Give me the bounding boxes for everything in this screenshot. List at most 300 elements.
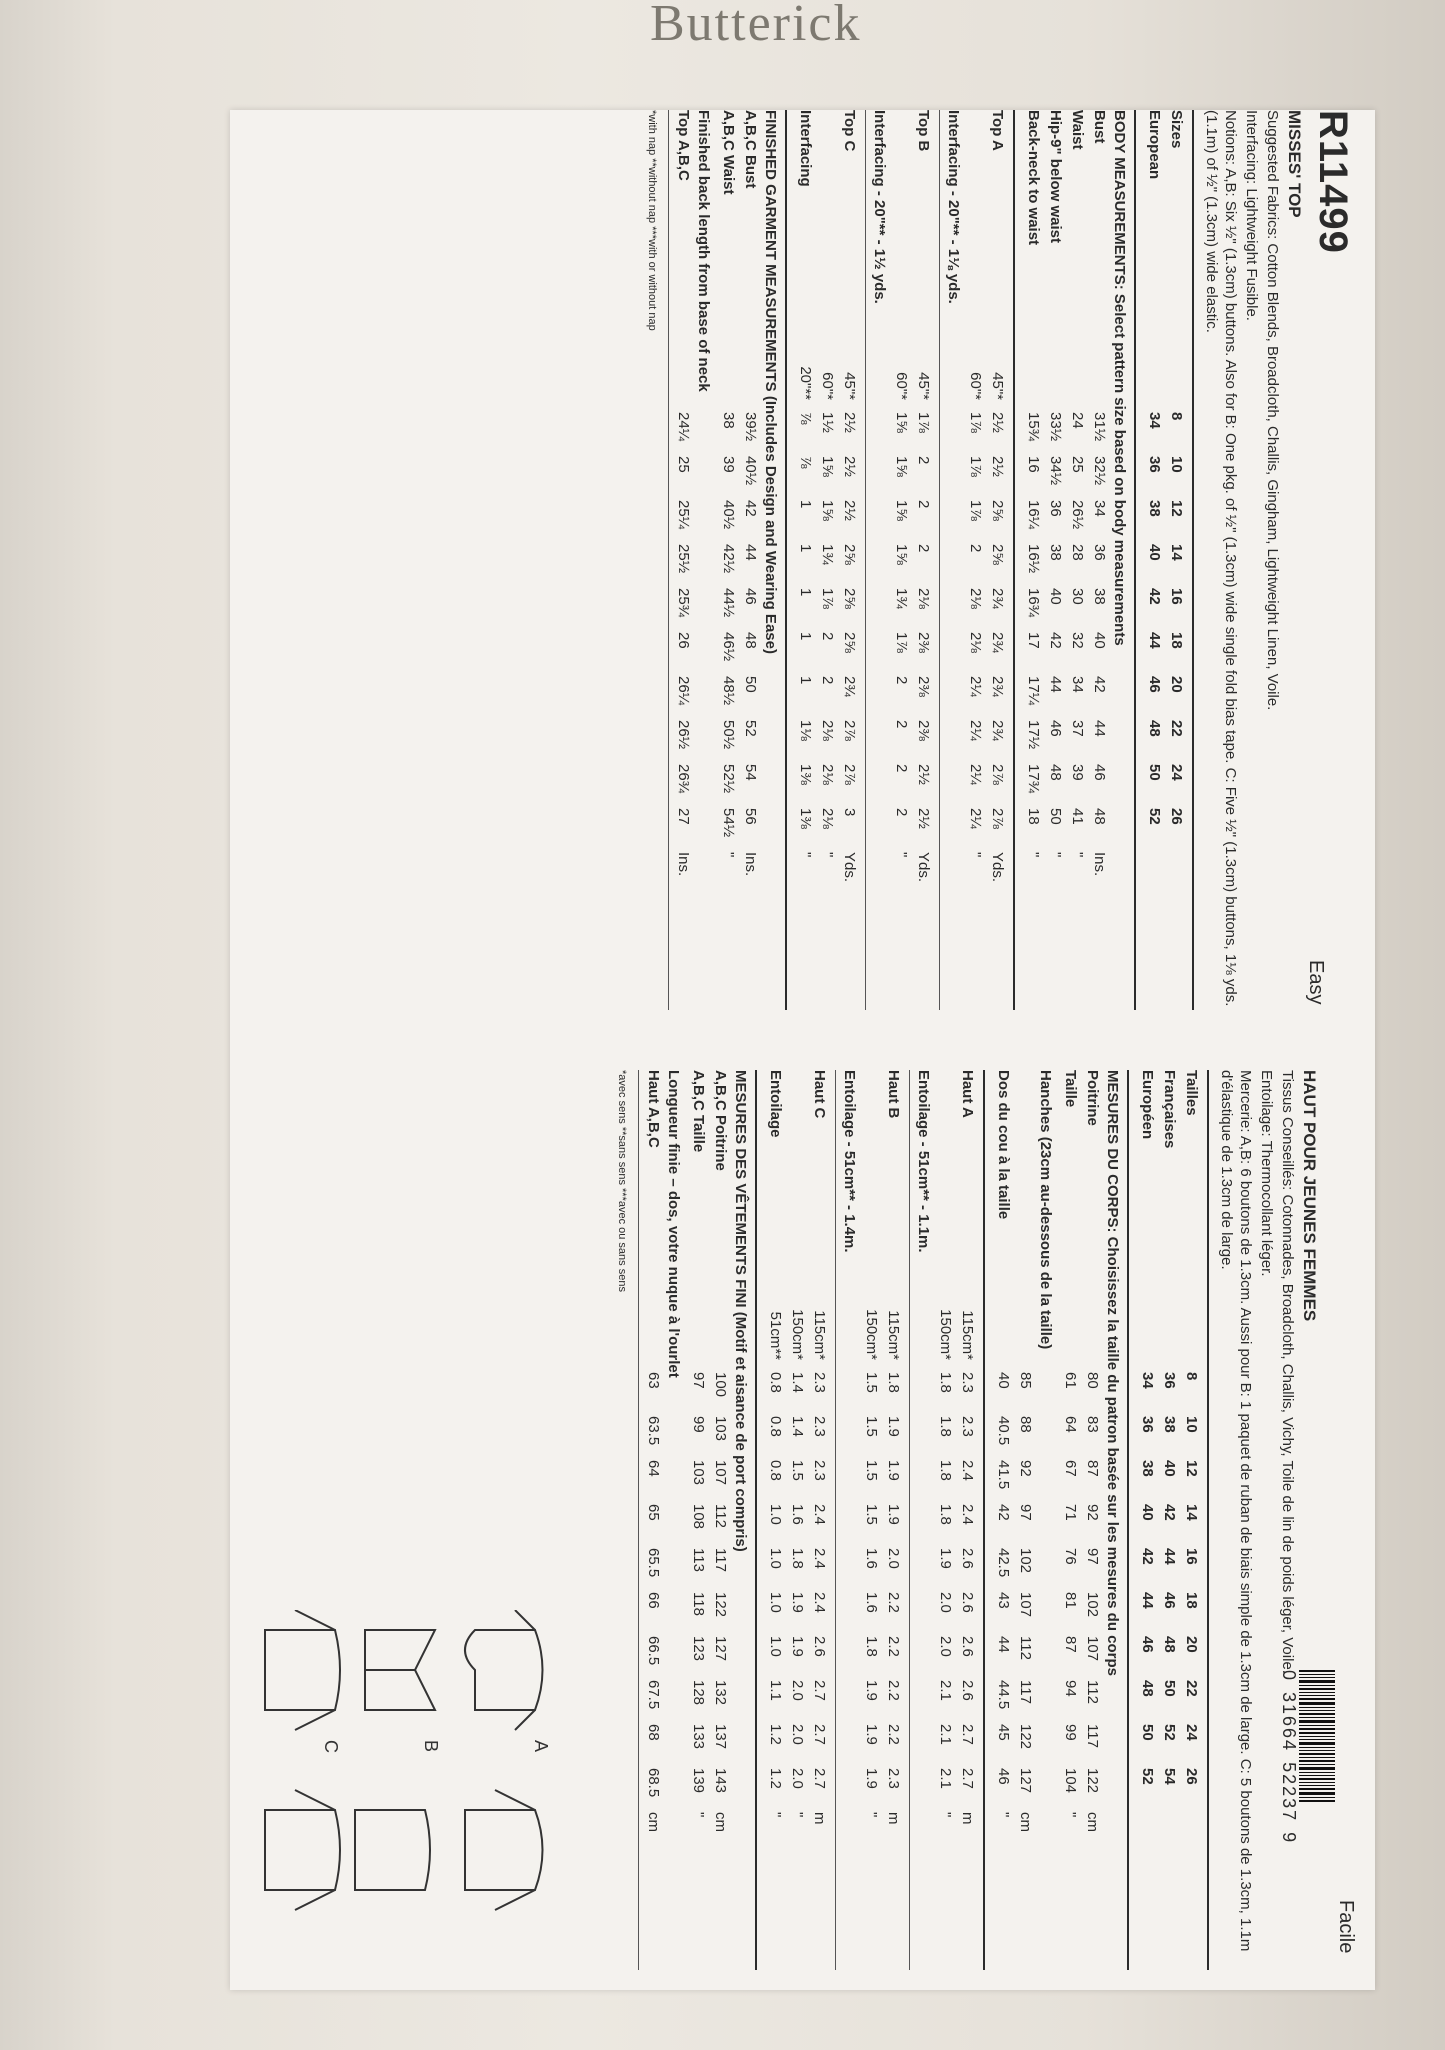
fr-haut-a-value: 2.3 <box>959 1372 977 1393</box>
fr-finished-value: 117 <box>712 1548 730 1572</box>
fr-back-length-unit: cm <box>645 1812 663 1832</box>
fr-body-value: 67 <box>1062 1460 1080 1477</box>
en-body-value: 37 <box>1069 720 1087 737</box>
barcode-bar <box>1299 1710 1335 1711</box>
en-back-length-value: 27 <box>675 808 693 825</box>
en-top-c-value: 1⅝ <box>819 500 837 521</box>
en-top-c-row <box>795 110 817 892</box>
en-top-b-unit: " <box>893 852 911 858</box>
en-top-a-width: 45"* <box>989 372 1007 400</box>
fr-haut-a-label: Haut A <box>959 1070 977 1118</box>
fr-haut-c-width: 150cm* <box>789 1309 807 1360</box>
fr-haut-a-unit: m <box>959 1812 977 1825</box>
en-finished-value: 46½ <box>720 632 738 662</box>
en-body-value: 42 <box>1091 676 1109 693</box>
fr-body-title: MESURES DU CORPS: Choisissez la taille du patron basée sur les mesures du corps <box>1104 1070 1121 1677</box>
en-top-b-value: 2 <box>893 676 911 685</box>
en-top-b-value: 2 <box>915 500 933 509</box>
fr-back-length-value: 66 <box>645 1592 663 1609</box>
fr-finished-value: 139 <box>690 1768 708 1794</box>
barcode-bar <box>1299 1797 1335 1798</box>
en-finished-value: 56 <box>742 808 760 825</box>
fr-back-length-value: 68 <box>645 1724 663 1741</box>
fr-hips-value: 112 <box>1017 1636 1035 1660</box>
en-finished-table <box>718 110 762 892</box>
en-top-c-label: Top C <box>841 110 859 152</box>
en-body-value: 16 <box>1025 456 1043 473</box>
fr-body-row <box>1060 1070 1082 1852</box>
fr-haut-c-table <box>765 1070 831 1852</box>
fr-haut-b-width: 150cm* <box>863 1309 881 1360</box>
fr-haut-a-value: 2.6 <box>959 1592 977 1613</box>
fr-finished-value: 112 <box>712 1504 730 1528</box>
barcode-bar <box>1299 1736 1335 1737</box>
fr-back-length-value: 64 <box>645 1460 663 1477</box>
en-body-value: 16¾ <box>1025 588 1043 618</box>
en-finished-value: 54 <box>742 764 760 781</box>
fr-haut-b-value: 1.5 <box>863 1416 881 1437</box>
fr-body-row <box>1082 1070 1104 1852</box>
en-top-c-value: 2⅝ <box>841 544 859 565</box>
en-back-length-title: Finished back length from base of neck <box>695 110 712 392</box>
pattern-envelope-back <box>230 110 1375 1990</box>
fr-body-value: 94 <box>1062 1680 1080 1697</box>
en-finished-width <box>740 320 762 412</box>
fr-back-length-width <box>643 1280 665 1372</box>
en-top-c-label <box>817 110 839 320</box>
en-finished-value: 52 <box>742 720 760 737</box>
fr-haut-c-value: 1.0 <box>767 1548 785 1569</box>
fr-haut-c-value: 2.4 <box>811 1504 829 1525</box>
fr-haut-c-unit: " <box>767 1812 785 1818</box>
en-finished-value: 46 <box>742 588 760 605</box>
view-a-sketch <box>465 1610 543 1730</box>
en-top-a-value: 2⅛ <box>967 632 985 653</box>
level-facile: Facile <box>1335 1900 1357 1954</box>
fr-finished-value: 103 <box>690 1460 708 1486</box>
fr-haut-c-value: 1.9 <box>789 1636 807 1657</box>
fr-body-value: 81 <box>1062 1592 1080 1609</box>
en-finished-title: FINISHED GARMENT MEASUREMENTS (Includes Design and Wearing Ease) <box>762 110 779 654</box>
en-body-value: 46 <box>1091 764 1109 781</box>
barcode-bar <box>1299 1680 1335 1683</box>
en-top-c-value: 1⅜ <box>797 764 815 785</box>
en-top-b-unit: Yds. <box>915 852 933 883</box>
fr-haut-a-row <box>935 1070 957 1852</box>
barcode-left: 0 <box>1279 1670 1299 1683</box>
fr-haut-c-label: Entoilage <box>767 1070 785 1138</box>
fr-haut-b-row <box>861 1070 883 1852</box>
fr-haut-c-value: 2.7 <box>811 1680 829 1701</box>
fr-haut-c-value: 2.0 <box>789 1768 807 1789</box>
fr-body-width <box>1060 1280 1082 1372</box>
fr-haut-b-value: 2.2 <box>885 1680 903 1701</box>
en-top-a-value: 2½ <box>989 456 1007 477</box>
en-top-b-interfacing: Interfacing - 20"** - 1½ yds. <box>871 110 888 304</box>
fr-hips-width <box>993 1280 1015 1372</box>
en-top-a-value: 2¼ <box>967 720 985 741</box>
view-b-label: B <box>421 1740 441 1753</box>
fr-haut-c-value: 1.4 <box>789 1372 807 1393</box>
fr-body-value: 92 <box>1084 1504 1102 1521</box>
fr-body-value: 87 <box>1084 1460 1102 1477</box>
fr-haut-c-value: 2.7 <box>811 1768 829 1789</box>
fr-finished-value: 100 <box>712 1372 730 1398</box>
en-top-a-value: 1⅞ <box>967 500 985 521</box>
fr-finished-value: 143 <box>712 1768 730 1794</box>
en-top-c-width: 45"* <box>841 372 859 400</box>
barcode-bar <box>1299 1670 1335 1672</box>
barcode-bar <box>1299 1750 1335 1751</box>
en-top-c-width: 60"* <box>819 372 837 400</box>
fr-haut-a-value: 1.9 <box>937 1548 955 1569</box>
fr-finished-label: A,B,C Poitrine <box>712 1070 730 1171</box>
en-back-length-value: 25½ <box>675 544 693 574</box>
barcode <box>1278 1670 1335 1930</box>
fr-finished-table <box>688 1070 732 1852</box>
fr-hips-value: 97 <box>1017 1504 1035 1521</box>
fr-haut-c-value: 1.0 <box>767 1592 785 1613</box>
fr-haut-a-width: 115cm* <box>959 1310 977 1360</box>
fr-finished-value: 122 <box>712 1592 730 1618</box>
en-top-c-value: 1⅞ <box>819 588 837 609</box>
fr-hips-unit: " <box>995 1812 1013 1818</box>
en-finished-unit: Ins. <box>742 852 760 877</box>
english-column <box>646 110 1355 1010</box>
en-top-c-value: 2⅛ <box>819 764 837 785</box>
en-top-b-table <box>891 110 935 892</box>
barcode-bar <box>1299 1767 1335 1770</box>
barcode-bar <box>1299 1732 1335 1734</box>
en-body-value: 24 <box>1069 412 1087 429</box>
fr-haut-c-value: 1.2 <box>767 1724 785 1745</box>
en-body-value: 16½ <box>1025 544 1043 574</box>
french-column <box>616 1070 1355 1970</box>
fr-sizes-row: Tailles 8 10 12 14 16 18 20 22 24 26 <box>1183 1070 1201 1785</box>
barcode-bar <box>1299 1747 1335 1748</box>
en-body-value: 17¼ <box>1025 676 1043 706</box>
en-top-b-value: 2⅛ <box>915 588 933 609</box>
fr-haut-b-value: 1.5 <box>863 1504 881 1525</box>
fr-hips-value: 40 <box>995 1372 1013 1389</box>
fr-hips-value: 117 <box>1017 1680 1035 1704</box>
fr-haut-b-value: 1.6 <box>863 1592 881 1613</box>
fr-sizes-table <box>1137 1070 1203 1852</box>
barcode-bar <box>1299 1764 1335 1765</box>
fr-haut-a-table <box>935 1070 979 1852</box>
en-finished-value: 48½ <box>720 676 738 706</box>
en-body-value: 42 <box>1047 632 1065 649</box>
fr-fabrics: Tissus Conseillés: Cotonnades, Broadcloth, Challis, Vichy, Toile de lin de poids léger, Voile. <box>1279 1070 1296 1674</box>
en-footnote: *with nap **without nap ***with or without nap <box>646 110 658 331</box>
en-top-c-value: 1⅝ <box>819 456 837 477</box>
fr-haut-a-value: 2.3 <box>959 1416 977 1437</box>
fr-haut-a-value: 2.1 <box>937 1768 955 1789</box>
fr-haut-a-entoilage: Entoilage - 51cm** - 1.1m. <box>915 1070 932 1253</box>
fr-haut-b-value: 1.9 <box>863 1680 881 1701</box>
en-back-length-value: 25 <box>675 456 693 473</box>
fr-haut-a-value: 2.0 <box>937 1636 955 1657</box>
fr-haut-a-value: 2.1 <box>937 1724 955 1745</box>
en-body-label: Bust <box>1091 110 1109 144</box>
fr-french-row: Françaises 36 38 40 42 44 46 48 50 52 54 <box>1161 1070 1179 1785</box>
barcode-bar <box>1299 1739 1335 1740</box>
en-top-a-label: Top A <box>989 110 1007 151</box>
fr-haut-b-value: 2.3 <box>885 1768 903 1789</box>
fr-hips-value: 45 <box>995 1724 1013 1741</box>
en-top-c-value: 2⅝ <box>841 632 859 653</box>
barcode-bar <box>1299 1688 1335 1690</box>
fr-back-length-value: 65.5 <box>645 1548 663 1578</box>
en-back-length-row <box>673 110 695 892</box>
en-top-a-row <box>987 110 1009 892</box>
fr-haut-b-unit: m <box>885 1812 903 1825</box>
en-back-length-unit: Ins. <box>675 852 693 877</box>
fr-hips-label <box>1015 1070 1037 1280</box>
en-top-b-value: 2 <box>915 544 933 553</box>
en-body-value: 33½ <box>1047 412 1065 442</box>
en-back-length-value: 25¼ <box>675 500 693 530</box>
en-finished-value: 38 <box>720 412 738 429</box>
en-body-value: 38 <box>1047 544 1065 561</box>
fr-back-length-value: 65 <box>645 1504 663 1521</box>
fr-hips-value: 102 <box>1017 1548 1035 1574</box>
fr-haut-c-label <box>787 1070 809 1280</box>
fr-haut-b-value: 1.9 <box>885 1416 903 1437</box>
fr-haut-b-value: 1.9 <box>863 1724 881 1745</box>
en-top-a-value: 1⅞ <box>967 456 985 477</box>
en-finished-value: 40½ <box>742 456 760 486</box>
fr-hips-value: 43 <box>995 1592 1013 1609</box>
en-body-row <box>1023 110 1045 892</box>
fr-back-length-row <box>643 1070 665 1852</box>
en-top-c-value: 2⅝ <box>841 588 859 609</box>
en-body-value: 48 <box>1047 764 1065 781</box>
barcode-bar <box>1299 1778 1335 1780</box>
en-body-value: 44 <box>1091 720 1109 737</box>
en-top-b-value: 2⅜ <box>915 676 933 697</box>
en-back-length-table <box>673 110 695 892</box>
fr-haut-a-value: 2.7 <box>959 1724 977 1745</box>
en-top-b-value: 1⅝ <box>893 544 911 565</box>
en-top-a-row <box>965 110 987 892</box>
barcode-bar <box>1299 1692 1335 1693</box>
en-sizes-table <box>1144 110 1188 892</box>
en-top-c-value: 2⅞ <box>841 720 859 741</box>
en-top-b-value: 2⅜ <box>915 632 933 653</box>
barcode-bar <box>1299 1792 1335 1795</box>
fr-interfacing: Entoilage: Thermocollant léger. <box>1258 1070 1275 1277</box>
en-body-unit: " <box>1025 852 1043 858</box>
fr-haut-b-value: 1.5 <box>863 1372 881 1393</box>
en-body-row <box>1089 110 1111 892</box>
fr-haut-b-value: 2.0 <box>885 1548 903 1569</box>
en-finished-unit: " <box>720 852 738 858</box>
fr-back-length-label: Haut A,B,C <box>645 1070 663 1148</box>
fr-back-length-value: 63.5 <box>645 1416 663 1446</box>
en-top-c-value: 2½ <box>841 500 859 521</box>
fr-body-value: 112 <box>1084 1680 1102 1704</box>
en-top-a-label <box>965 110 987 320</box>
en-finished-value: 42 <box>742 500 760 517</box>
barcode-bar <box>1299 1707 1335 1708</box>
en-top-c-value: 2⅞ <box>841 764 859 785</box>
fr-body-unit: " <box>1062 1812 1080 1818</box>
fr-haut-a-value: 2.6 <box>959 1636 977 1657</box>
fr-finished-value: 107 <box>712 1460 730 1486</box>
en-body-value: 36 <box>1047 500 1065 517</box>
en-top-a-width: 60"* <box>967 372 985 400</box>
en-top-b-width: 60"* <box>893 372 911 400</box>
fr-haut-c-value: 0.8 <box>767 1460 785 1481</box>
en-body-value: 46 <box>1047 720 1065 737</box>
fr-notions: Mercerie: A,B: 6 boutons de 1.3cm. Aussi pour B: 1 paquet de ruban de biais simple de 1.3cm de large. C: 5 boutons de 1.3cm, 1.1m d'élastique de 1.3cm de large. <box>1218 1070 1254 1952</box>
barcode-bar <box>1299 1717 1335 1718</box>
en-top-a-value: 2½ <box>989 412 1007 433</box>
en-top-a-table <box>965 110 1009 892</box>
barcode-bar <box>1299 1685 1335 1686</box>
fr-body-value: 97 <box>1084 1548 1102 1565</box>
en-body-unit: " <box>1047 852 1065 858</box>
fr-hips-row <box>993 1070 1015 1852</box>
fr-haut-a-value: 2.4 <box>959 1504 977 1525</box>
fr-haut-b-value: 1.8 <box>885 1372 903 1393</box>
fr-hips-value: 42 <box>995 1504 1013 1521</box>
barcode-middle: 31664 <box>1279 1692 1299 1753</box>
fr-haut-c-value: 1.0 <box>767 1636 785 1657</box>
en-finished-value: 44½ <box>720 588 738 618</box>
en-finished-value: 40½ <box>720 500 738 530</box>
fr-haut-b-value: 1.9 <box>885 1460 903 1481</box>
en-body-value: 28 <box>1069 544 1087 561</box>
fr-finished-value: 103 <box>712 1416 730 1442</box>
en-body-value: 17 <box>1025 632 1043 649</box>
en-top-c-value: 1 <box>797 500 815 509</box>
en-notions: Notions: A,B: Six ½" (1.3cm) buttons. Also for B: One pkg. of ½" (1.3cm) wide single fold bias tape. C: Five ½" (1.3cm) buttons, 1⅛ yds. (1.1m) of ½" (1.3cm) wide elastic. <box>1203 110 1239 1007</box>
en-top-c-value: 2¾ <box>841 676 859 697</box>
fr-haut-c-value: 1.8 <box>789 1548 807 1569</box>
fr-hips-value: 41.5 <box>995 1460 1013 1490</box>
fr-hips-value: 46 <box>995 1768 1013 1785</box>
en-top-b-row <box>913 110 935 892</box>
envelope-back-label: Butterick <box>650 0 862 52</box>
en-top-b-value: 2 <box>893 720 911 729</box>
en-top-a-value: 2⅞ <box>989 764 1007 785</box>
fr-haut-b-value: 1.9 <box>863 1768 881 1789</box>
fr-haut-c-value: 2.6 <box>811 1636 829 1657</box>
fr-finished-value: 132 <box>712 1680 730 1706</box>
en-finished-value: 52½ <box>720 764 738 794</box>
fr-haut-c-value: 2.4 <box>811 1592 829 1613</box>
barcode-right: 52237 <box>1279 1762 1299 1823</box>
en-back-length-value: 26¾ <box>675 764 693 794</box>
en-top-c-row <box>839 110 861 892</box>
fr-haut-c-row <box>787 1070 809 1852</box>
fr-finished-value: 123 <box>690 1636 708 1662</box>
fr-finished-row <box>688 1070 710 1852</box>
en-back-length-value: 26¼ <box>675 676 693 706</box>
fr-haut-c-value: 2.4 <box>811 1548 829 1569</box>
en-top-c-value: 2⅛ <box>819 808 837 829</box>
en-top-b-value: 1⅝ <box>893 456 911 477</box>
fr-haut-b-entoilage: Entoilage - 51cm** - 1.4m. <box>841 1070 858 1253</box>
fr-haut-c-value: 2.0 <box>789 1680 807 1701</box>
fr-body-value: 99 <box>1062 1724 1080 1741</box>
barcode-bar <box>1299 1677 1335 1678</box>
en-body-value: 44 <box>1047 676 1065 693</box>
fr-haut-b-width: 115cm* <box>885 1310 903 1360</box>
en-top-c-value: 2 <box>819 632 837 641</box>
fr-hips-value: 122 <box>1017 1724 1035 1750</box>
en-body-label: Waist <box>1069 110 1087 150</box>
barcode-bar <box>1299 1757 1335 1758</box>
fr-title: HAUT POUR JEUNES FEMMES <box>1300 1070 1319 1322</box>
rotated-content <box>230 110 1375 1990</box>
fr-finished-value: 108 <box>690 1504 708 1530</box>
barcode-bar <box>1299 1772 1335 1773</box>
en-top-a-value: 2¾ <box>989 676 1007 697</box>
fr-haut-c-value: 0.8 <box>767 1372 785 1393</box>
en-body-row <box>1067 110 1089 892</box>
en-top-c-row <box>817 110 839 892</box>
fr-haut-a-value: 2.6 <box>959 1680 977 1701</box>
en-body-value: 34 <box>1091 500 1109 517</box>
en-top-a-value: 2 <box>967 544 985 553</box>
en-top-c-value: 1⅜ <box>797 808 815 829</box>
fr-back-length-value: 67.5 <box>645 1680 663 1710</box>
fr-haut-c-row <box>809 1070 831 1852</box>
fr-haut-a-value: 2.7 <box>959 1768 977 1789</box>
fr-body-value: 83 <box>1084 1416 1102 1433</box>
fr-haut-c-value: 0.8 <box>767 1416 785 1437</box>
en-back-length-value: 24¼ <box>675 412 693 442</box>
fr-haut-a-value: 1.8 <box>937 1460 955 1481</box>
barcode-bar <box>1299 1728 1335 1730</box>
fr-haut-c-width: 115cm* <box>811 1310 829 1360</box>
en-body-value: 48 <box>1091 808 1109 825</box>
fr-haut-c-value: 1.0 <box>767 1504 785 1525</box>
en-body-value: 39 <box>1069 764 1087 781</box>
en-top-c-width: 20"** <box>797 366 815 400</box>
fr-haut-c-width: 51cm** <box>767 1311 785 1360</box>
en-top-a-value: 2⅞ <box>989 808 1007 829</box>
fr-hips-row <box>1015 1070 1037 1852</box>
en-body-value: 17½ <box>1025 720 1043 750</box>
en-body-value: 32 <box>1069 632 1087 649</box>
fr-hips-value: 85 <box>1017 1372 1035 1389</box>
en-body-value: 36 <box>1091 544 1109 561</box>
fr-haut-a-value: 1.8 <box>937 1504 955 1525</box>
en-interfacing: Interfacing: Lightweight Fusible. <box>1243 110 1260 321</box>
en-finished-value: 42½ <box>720 544 738 574</box>
en-top-c-value: 3 <box>841 808 859 817</box>
en-top-b-value: 2⅜ <box>915 720 933 741</box>
en-finished-value: 50½ <box>720 720 738 750</box>
en-top-a-value: 1⅞ <box>967 412 985 433</box>
en-body-label: Back-neck to waist <box>1025 110 1043 246</box>
fr-finished-width <box>688 1280 710 1372</box>
fr-body-value: 122 <box>1084 1768 1102 1794</box>
en-top-c-value: 1⅛ <box>797 720 815 741</box>
fr-body-value: 71 <box>1062 1504 1080 1521</box>
en-top-c-value: 1 <box>797 588 815 597</box>
en-top-c-value: 1¾ <box>819 544 837 565</box>
fr-haut-b-label: Haut B <box>885 1070 903 1119</box>
barcode-bar <box>1299 1785 1335 1786</box>
en-top-c-unit: Yds. <box>841 852 859 883</box>
fr-haut-a-value: 2.0 <box>937 1592 955 1613</box>
en-finished-value: 48 <box>742 632 760 649</box>
